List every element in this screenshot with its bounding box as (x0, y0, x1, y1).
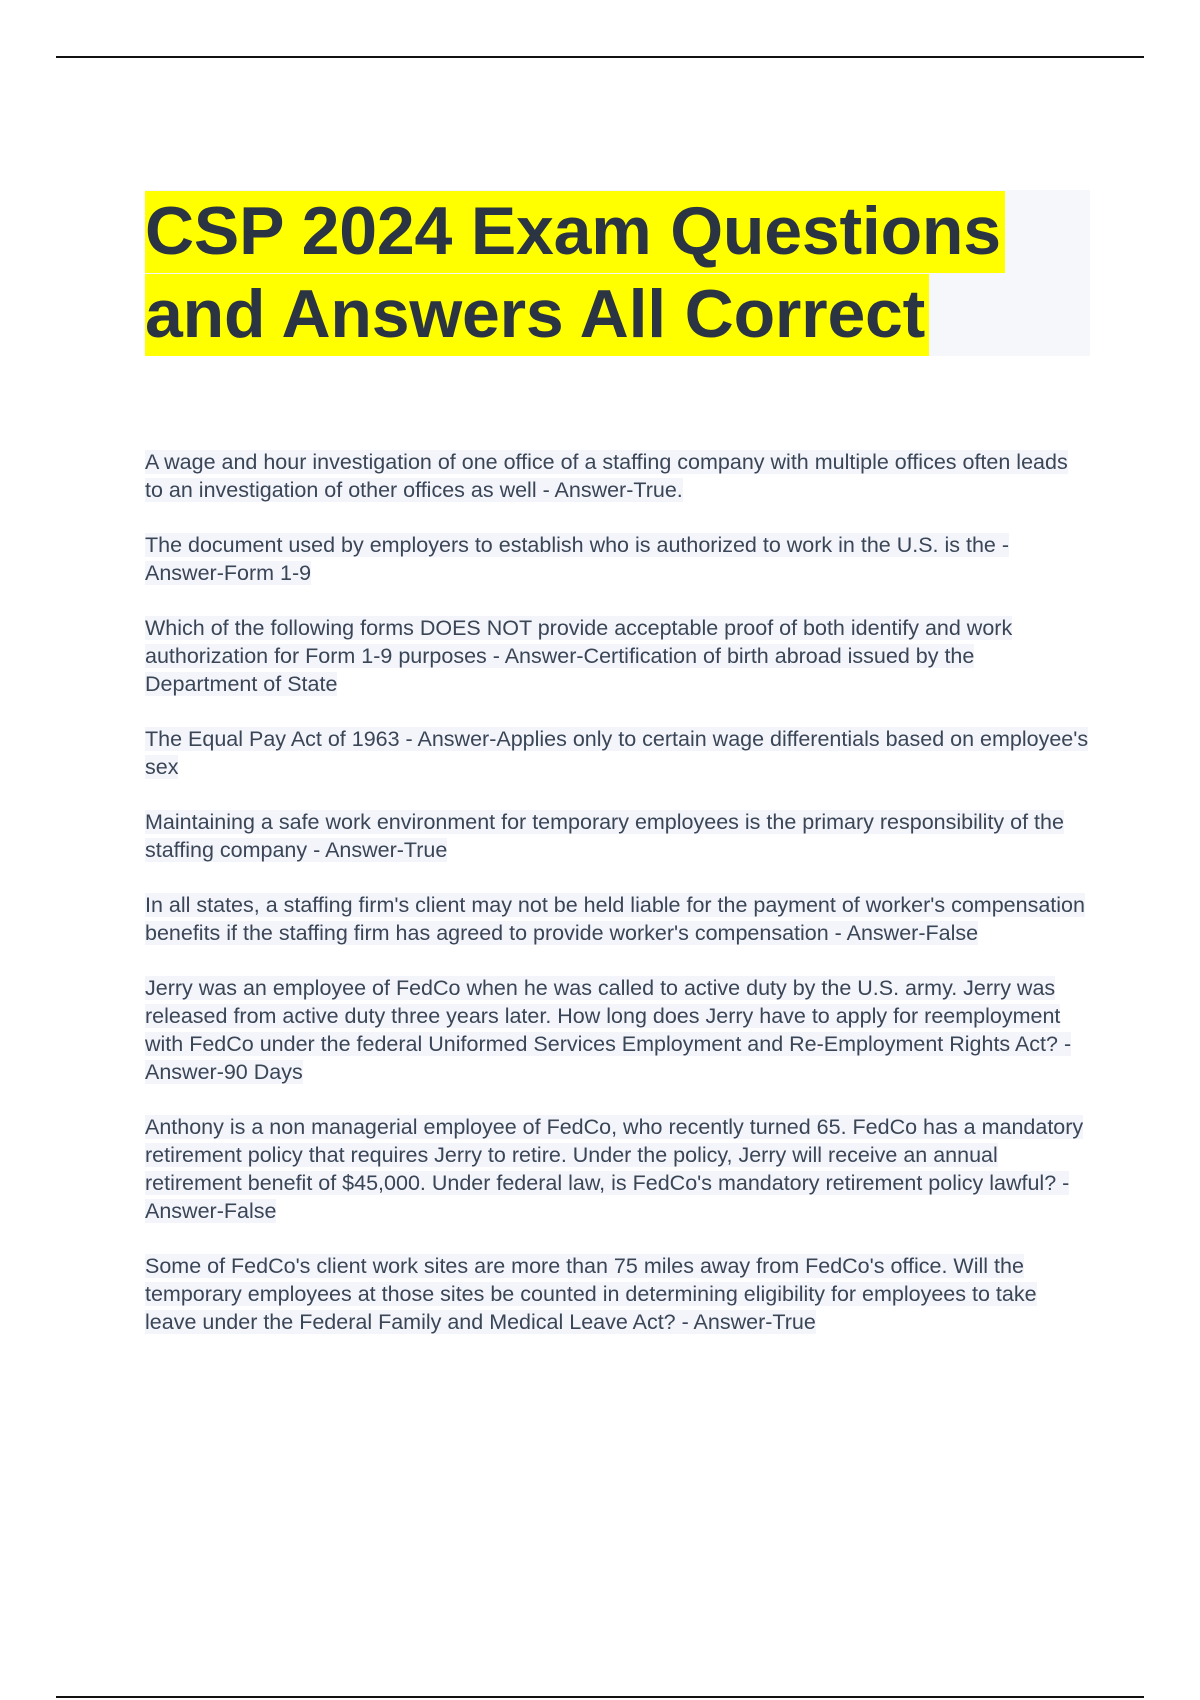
qa-item (145, 891, 1090, 947)
qa-item-text: The Equal Pay Act of 1963 - Answer-Applies only to certain wage differentials based on employee's sex (145, 727, 1089, 779)
qa-item-text: A wage and hour investigation of one office of a staffing company with multiple offices often leads to an investigation of other offices as well - Answer-True. (145, 450, 1068, 502)
bottom-rule (56, 1696, 1144, 1698)
qa-item (145, 974, 1090, 1086)
qa-list (145, 448, 1090, 1363)
qa-item-text: The document used by employers to establish who is authorized to work in the U.S. is the - Answer-Form 1-9 (145, 533, 1010, 585)
qa-item (145, 448, 1090, 504)
qa-item-text: Which of the following forms DOES NOT provide acceptable proof of both identify and work authorization for Form 1-9 purposes - Answer-Certification of birth abroad issued by the Department of State (145, 616, 1013, 696)
qa-item-text: Maintaining a safe work environment for temporary employees is the primary responsibility of the staffing company - Answer-True (145, 810, 1064, 862)
qa-item (145, 808, 1090, 864)
document-title-text: CSP 2024 Exam Questions and Answers All Correct (145, 191, 1005, 356)
qa-item-text: In all states, a staffing firm's client may not be held liable for the payment of worker's compensation benefits if the staffing firm has agreed to provide worker's compensation - Answer-False (145, 893, 1085, 945)
document-title (145, 190, 1090, 356)
qa-item (145, 1113, 1090, 1225)
qa-item-text: Anthony is a non managerial employee of FedCo, who recently turned 65. FedCo has a mandatory retirement policy that requires Jerry to retire. Under the policy, Jerry will receive an annual retirement benefit of $45,000. Under federal law, is FedCo's mandatory retirement policy lawful? - Answer-False (145, 1115, 1084, 1223)
qa-item-text: Some of FedCo's client work sites are more than 75 miles away from FedCo's office. Will the temporary employees at those sites be counted in determining eligibility for employees to take leave under the Federal Family and Medical Leave Act? - Answer-True (145, 1254, 1037, 1334)
qa-item (145, 531, 1090, 587)
qa-item (145, 1252, 1090, 1336)
qa-item-text: Jerry was an employee of FedCo when he was called to active duty by the U.S. army. Jerry was released from active duty three years later. How long does Jerry have to apply for reemployment with FedCo under the federal Uniformed Services Employment and Re-Employment Rights Act? - Answer-90 Days (145, 976, 1072, 1084)
qa-item (145, 614, 1090, 698)
title-block (145, 190, 1090, 356)
top-rule (56, 56, 1144, 58)
qa-item (145, 725, 1090, 781)
